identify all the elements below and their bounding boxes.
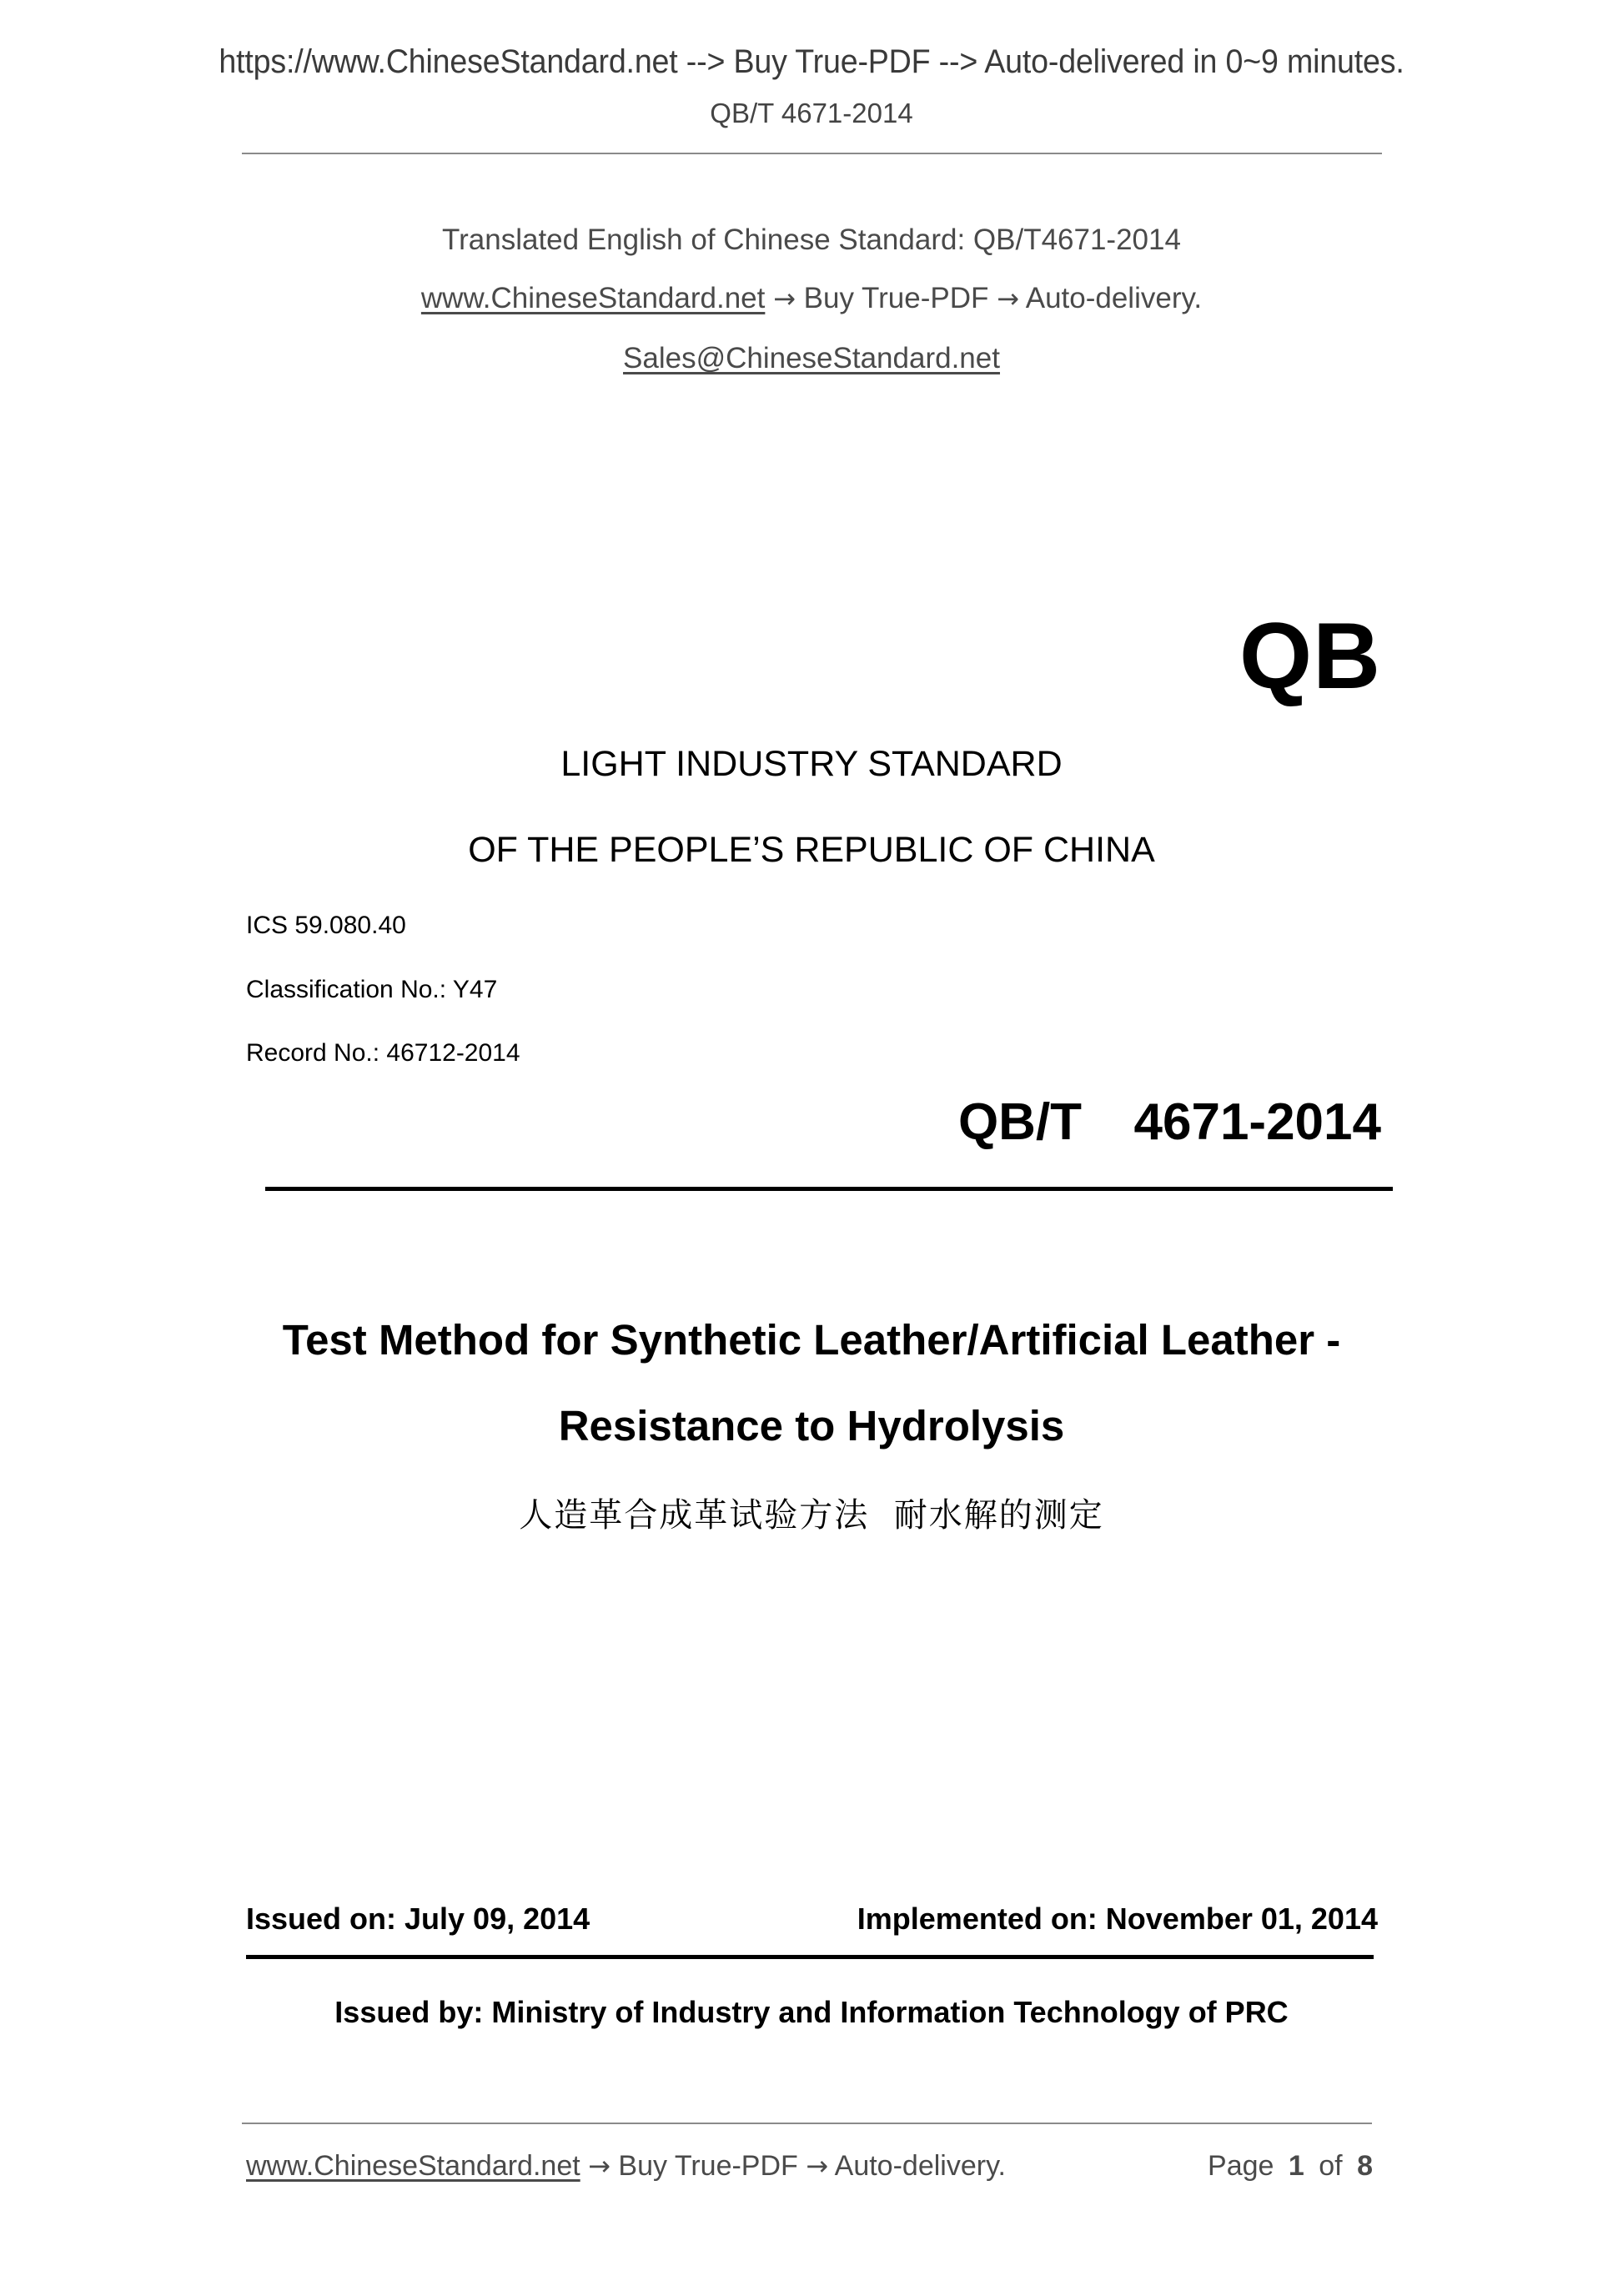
footer-site-link[interactable]: www.ChineseStandard.net	[246, 2150, 580, 2182]
page-of-label: of	[1319, 2150, 1343, 2182]
implemented-on-date: Implemented on: November 01, 2014	[857, 1902, 1378, 1936]
header-doc-code: QB/T 4671-2014	[710, 98, 913, 128]
standard-code-divider	[265, 1187, 1393, 1191]
translation-title: Translated English of Chinese Standard: QB/T4671-2014	[442, 224, 1181, 256]
arrow-right-icon: →	[773, 283, 796, 314]
email-line	[0, 342, 1623, 375]
document-title-chinese: 人造革合成革试验方法 耐水解的测定	[519, 1496, 1104, 1535]
standard-mark: QB	[1239, 604, 1381, 708]
classification-number: Classification No.: Y47	[246, 976, 498, 1003]
issuing-authority: Issued by: Ministry of Industry and Information Technology of PRC	[334, 1995, 1289, 2029]
footer-divider	[242, 2123, 1372, 2124]
standard-code: QB/T 4671-2014	[957, 1093, 1381, 1151]
record-number: Record No.: 46712-2014	[246, 1039, 520, 1067]
buy-text: Buy True-PDF	[803, 282, 989, 314]
dates-divider	[246, 1955, 1374, 1959]
arrow-right-icon: →	[997, 283, 1019, 314]
sales-email-link[interactable]: Sales@ChineseStandard.net	[623, 342, 1000, 374]
footer-links-line	[246, 2150, 1006, 2183]
document-title-line1: Test Method for Synthetic Leather/Artificial Leather -	[282, 1316, 1341, 1364]
header-banner: https://www.ChineseStandard.net --> Buy True-PDF --> Auto-delivered in 0~9 minutes.	[219, 43, 1404, 80]
page-label: Page	[1208, 2150, 1274, 2182]
header-divider	[242, 153, 1382, 154]
footer-delivery-text: Auto-delivery.	[834, 2150, 1006, 2182]
translation-links-line	[0, 282, 1623, 315]
issued-on-date: Issued on: July 09, 2014	[246, 1902, 590, 1936]
document-title-line2: Resistance to Hydrolysis	[558, 1402, 1065, 1449]
arrow-right-icon: →	[588, 2150, 611, 2182]
page-indicator	[1208, 2150, 1373, 2183]
delivery-text: Auto-delivery.	[1025, 282, 1203, 314]
page-current: 1	[1288, 2150, 1304, 2182]
page-total: 8	[1357, 2150, 1373, 2182]
ics-number: ICS 59.080.40	[246, 912, 406, 939]
footer-buy-text: Buy True-PDF	[618, 2150, 798, 2182]
standard-type-line1: LIGHT INDUSTRY STANDARD	[560, 744, 1063, 784]
arrow-right-icon: →	[806, 2150, 829, 2182]
site-link[interactable]: www.ChineseStandard.net	[420, 282, 766, 314]
standard-type-line2: OF THE PEOPLE’S REPUBLIC OF CHINA	[468, 830, 1155, 870]
